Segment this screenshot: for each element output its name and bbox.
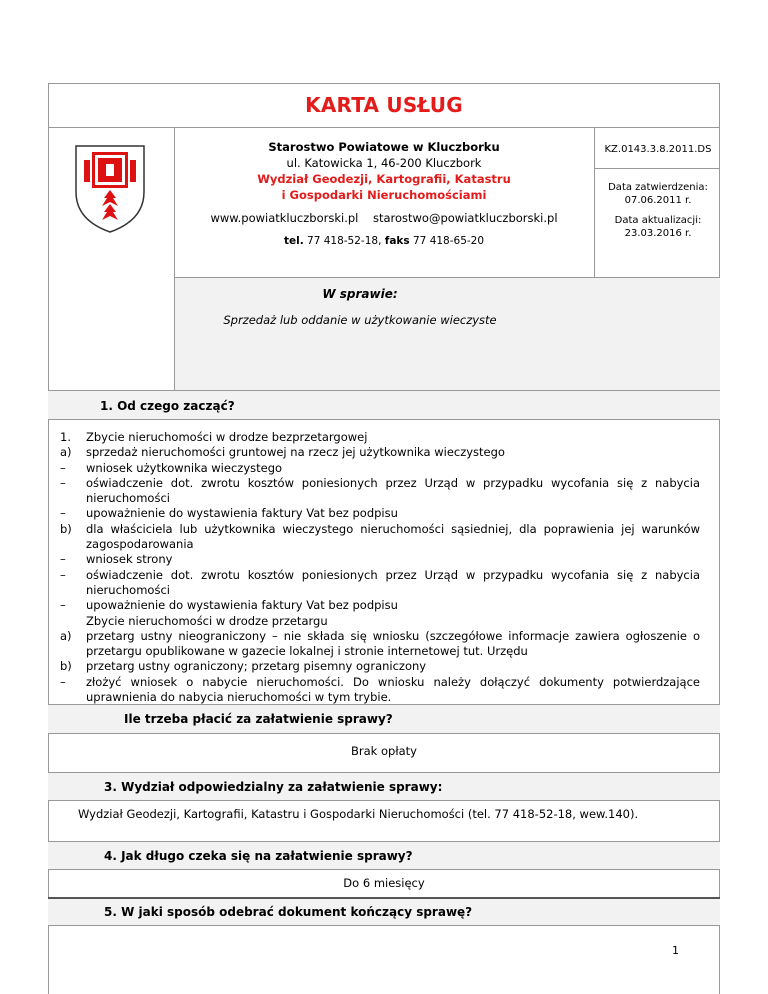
divider xyxy=(174,127,175,277)
list-item: – wniosek strony xyxy=(60,552,173,567)
coat-of-arms-logo xyxy=(70,140,150,235)
section4-heading: 4. Jak długo czeka się na załatwienie sprawy? xyxy=(104,849,413,863)
list-item: – upoważnienie do wystawienia faktury Vat bez podpisu xyxy=(60,506,398,521)
phone-line xyxy=(174,233,594,249)
list-item: b) dla właściciela lub użytkownika wieczystego nieruchomości sąsiedniej, dla poprawienia jej warunków zagospodarowania xyxy=(60,521,700,552)
duration-value: Do 6 miesięcy xyxy=(343,876,425,890)
divider xyxy=(48,925,720,926)
section5-heading: 5. W jaki sposób odebrać dokument kończący sprawę? xyxy=(104,905,473,919)
office-address: ul. Katowicka 1, 46-200 Kluczbork xyxy=(286,156,482,170)
fee-value: Brak opłaty xyxy=(351,744,417,758)
divider xyxy=(48,127,720,128)
divider xyxy=(48,733,720,734)
list-item: – upoważnienie do wystawienia faktury Vat bez podpisu xyxy=(60,598,398,613)
update-block xyxy=(596,214,720,240)
approval-date: 07.06.2011 r. xyxy=(624,195,692,206)
divider xyxy=(594,168,720,169)
list-item: – oświadczenie dot. zwrotu kosztów poniesionych przez Urząd w przypadku wycofania się z nabycia nieruchomości xyxy=(60,475,700,506)
office-name: Starostwo Powiatowe w Kluczborku xyxy=(268,140,500,154)
divider xyxy=(48,800,720,801)
approval-block xyxy=(596,181,720,207)
approval-label: Data zatwierdzenia: xyxy=(608,182,708,193)
page-number: 1 xyxy=(672,944,679,957)
website-link[interactable]: www.powiatkluczborski.pl xyxy=(210,211,359,225)
list-item: 1. Zbycie nieruchomości w drodze bezprzetargowej xyxy=(60,430,368,444)
section1-list xyxy=(60,430,700,705)
subject-value: Sprzedaż lub oddanie w użytkowanie wieczyste xyxy=(223,313,497,327)
list-item: a) sprzedaż nieruchomości gruntowej na rzecz jej użytkownika wieczystego xyxy=(60,445,505,460)
list-item: a) przetarg ustny nieograniczony – nie składa się wniosku (szczegółowe informacje zawiera ogłoszenie o przetargu opublikowane w gazecie lokalnej i stronie internetowej tut. Urzędu xyxy=(60,628,700,659)
fax-value: 77 418-65-20 xyxy=(413,235,485,247)
divider xyxy=(594,127,595,277)
contact-line xyxy=(174,210,594,226)
section1-heading: 1. Od czego zacząć? xyxy=(100,399,235,413)
list-item: – wniosek użytkownika wieczystego xyxy=(60,460,283,475)
department-info: Wydział Geodezji, Kartografii, Katastru i Gospodarki Nieruchomości (tel. 77 418-52-18, wew.140). xyxy=(78,807,639,821)
department-line1: Wydział Geodezji, Kartografii, Katastru xyxy=(257,172,511,186)
list-item: Zbycie nieruchomości w drodze przetargu xyxy=(86,613,328,628)
list-item: – złożyć wniosek o nabycie nieruchomości. Do wniosku należy dołączyć dokumenty potwierdzające uprawnienia do nabycia nieruchomości w tym trybie. xyxy=(60,674,700,705)
divider xyxy=(48,869,720,870)
subject-label: W sprawie: xyxy=(322,287,398,301)
fax-label: faks xyxy=(384,235,410,247)
reference-code: KZ.0143.3.8.2011.DS xyxy=(604,144,712,155)
section3-heading: 3. Wydział odpowiedzialny za załatwienie sprawy: xyxy=(104,780,443,794)
update-label: Data aktualizacji: xyxy=(614,215,702,226)
tel-label: tel. xyxy=(283,235,304,247)
section2-heading: Ile trzeba płacić za załatwienie sprawy? xyxy=(124,712,393,726)
list-item: – oświadczenie dot. zwrotu kosztów poniesionych przez Urząd w przypadku wycofania się z nabycia nieruchomości xyxy=(60,567,700,597)
update-date: 23.03.2016 r. xyxy=(624,228,692,239)
list-item: b) przetarg ustny ograniczony; przetarg pisemny ograniczony xyxy=(60,659,427,674)
page-title: KARTA USŁUG xyxy=(305,93,463,117)
office-header xyxy=(174,139,594,203)
email-link[interactable]: starostwo@powiatkluczborski.pl xyxy=(372,211,558,225)
tel-value: 77 418-52-18, xyxy=(307,235,382,247)
department-line2: i Gospodarki Nieruchomościami xyxy=(281,188,487,202)
divider xyxy=(48,419,720,420)
